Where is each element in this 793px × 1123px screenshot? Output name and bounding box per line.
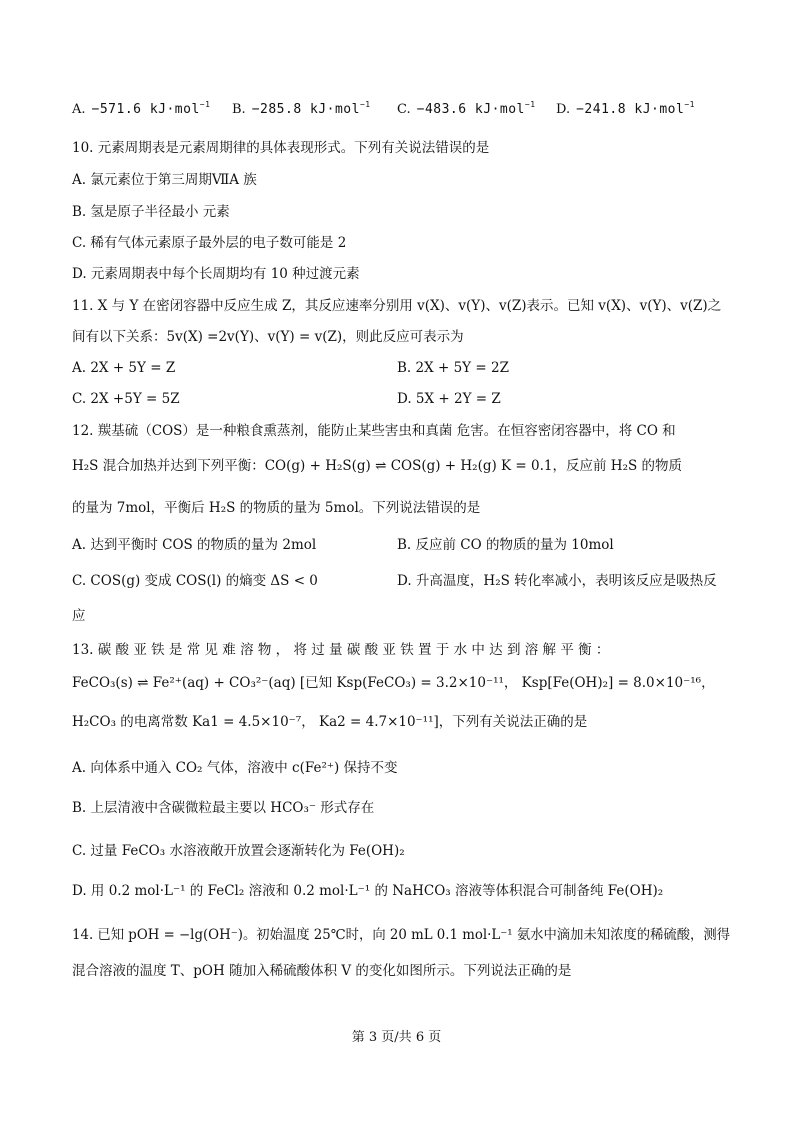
q11-option-c: C. 2X +5Y = 5Z [72,391,180,407]
q9-option-a: A. −571.6 kJ·mol$^{-1}$ [72,100,211,117]
q11-option-a: A. 2X + 5Y = Z [72,360,176,376]
q11-stem-line1: 11. X 与 Y 在密闭容器中反应生成 Z，其反应速率分别用 v(X)、v(Y)、v(Z)表示。已知 v(X)、v(Y)、v(Z)之 [72,298,722,314]
q13-stem-line1: 13. 碳 酸 亚 铁 是 常 见 难 溶 物 ， 将 过 量 碳 酸 亚 铁 置 于 水 中 达 到 溶 解 平 衡 ： [72,642,610,658]
q13-option-c: C. 过量 FeCO₃ 水溶液敞开放置会逐渐转化为 Fe(OH)₂ [72,843,405,859]
q10-stem: 10. 元素周期表是元素周期律的具体表现形式。下列有关说法错误的是 [72,140,490,156]
q12-option-d-wrap: 应 [72,608,86,624]
q13-stem-line3: H₂CO₃ 的电离常数 Ka1 = 4.5×10⁻⁷， Ka2 = 4.7×10⁻¹¹]，下列有关说法正确的是 [72,714,588,730]
q12-option-c: C. COS(g) 变成 COS(l) 的熵变 ΔS < 0 [72,573,318,589]
q13-option-b: B. 上层清液中含碳微粒最主要以 HCO₃⁻ 形式存在 [72,800,375,816]
q14-stem-line2: 混合溶液的温度 T、pOH 随加入稀硫酸体积 V 的变化如图所示。下列说法正确的是 [72,963,572,979]
q13-option-d: D. 用 0.2 mol·L⁻¹ 的 FeCl₂ 溶液和 0.2 mol·L⁻¹ 的 NaHCO₃ 溶液等体积混合可制备纯 Fe(OH)₂ [72,883,664,899]
q12-stem-line2: H₂S 混合加热并达到下列平衡：CO(g) + H₂S(g) ⇌ COS(g) + H₂(g) K = 0.1，反应前 H₂S 的物质 [72,458,683,474]
q9-option-b: B. −285.8 kJ·mol$^{-1}$ [232,100,371,117]
q12-stem-line1: 12. 羰基硫（COS）是一种粮食熏蒸剂，能防止某些害虫和真菌 危害。在恒容密闭容器中，将 CO 和 [72,423,676,439]
q12-option-d: D. 升高温度，H₂S 转化率减小，表明该反应是吸热反 [397,573,717,589]
q12-option-a: A. 达到平衡时 COS 的物质的量为 2mol [72,537,317,553]
q10-option-c: C. 稀有气体元素原子最外层的电子数可能是 2 [72,235,347,251]
q10-option-b: B. 氢是原子半径最小 元素 [72,204,230,220]
q10-option-a: A. 氯元素位于第三周期ⅦA 族 [72,172,257,188]
q14-stem-line1: 14. 已知 pOH = −lg(OH⁻)。初始温度 25℃时，向 20 mL 0.1 mol·L⁻¹ 氨水中滴加未知浓度的稀硫酸，测得 [72,927,731,943]
q13-option-a: A. 向体系中通入 CO₂ 气体，溶液中 c(Fe²⁺) 保持不变 [72,760,398,776]
q13-stem-line2: FeCO₃(s) ⇌ Fe²⁺(aq) + CO₃²⁻(aq) [已知 Ksp(FeCO₃) = 3.2×10⁻¹¹， Ksp[Fe(OH)₂] = 8.0×10⁻¹⁶， [72,675,715,691]
q9-option-d: D. −241.8 kJ·mol$^{-1}$ [556,100,695,117]
page-number-footer: 第 3 页/共 6 页 [351,1030,442,1045]
q11-option-b: B. 2X + 5Y = 2Z [397,360,509,376]
q12-option-b: B. 反应前 CO 的物质的量为 10mol [397,537,614,553]
q11-option-d: D. 5X + 2Y = Z [397,391,501,407]
q12-stem-line3: 的量为 7mol，平衡后 H₂S 的物质的量为 5mol。下列说法错误的是 [72,500,481,516]
q9-option-c: C. −483.6 kJ·mol$^{-1}$ [397,100,536,117]
q10-option-d: D. 元素周期表中每个长周期均有 10 种过渡元素 [72,266,360,282]
q11-stem-line2: 间有以下关系：5v(X) =2v(Y)、v(Y) = v(Z)，则此反应可表示为 [72,329,464,345]
